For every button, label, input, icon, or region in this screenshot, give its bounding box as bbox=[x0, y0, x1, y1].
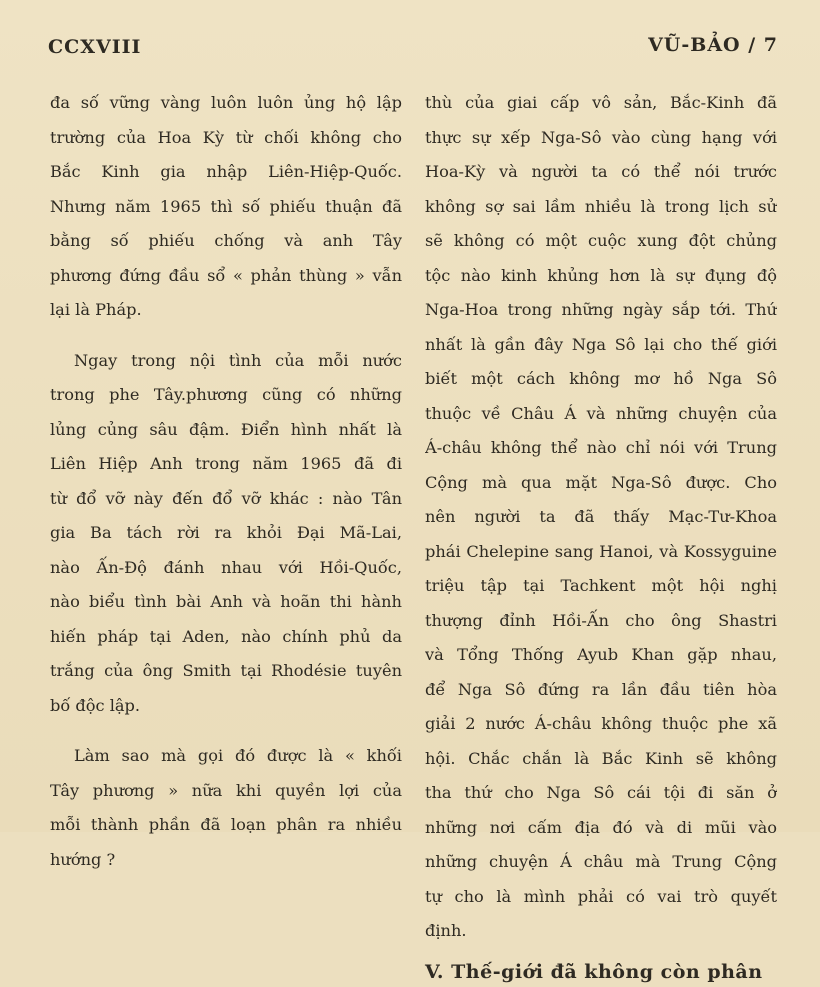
text-line: sẽ không có một cuộc xung đột chủng bbox=[425, 231, 777, 250]
text-line: thuộc về Châu Á và những chuyện của bbox=[425, 403, 777, 423]
text-line: lại là Pháp. bbox=[50, 300, 142, 319]
text-line: Ngay trong nội tình của mỗi nước bbox=[74, 350, 402, 370]
text-line: hội. Chắc chắn là Bắc Kinh sẽ không bbox=[425, 748, 777, 768]
text-line: thù của giai cấp vô sản, Bắc-Kinh đã bbox=[425, 93, 777, 112]
text-line: nào biểu tình bài Anh và hoãn thi hành bbox=[50, 592, 402, 611]
text-line: Nhưng năm 1965 thì số phiếu thuận đã bbox=[50, 196, 402, 216]
left-paragraph-2 bbox=[50, 344, 402, 724]
left-column bbox=[50, 86, 402, 877]
text-line: bố độc lập. bbox=[50, 695, 141, 715]
text-line: Cộng mà qua mặt Nga-Sô được. Cho bbox=[425, 472, 777, 492]
text-line: định. bbox=[425, 921, 467, 940]
text-line: Hoa-Kỳ và người ta có thể nói trước bbox=[425, 162, 777, 181]
text-line: trường của Hoa Kỳ từ chối không cho bbox=[50, 127, 402, 147]
text-line: biết một cách không mơ hồ Nga Sô bbox=[425, 369, 777, 388]
text-line: trắng của ông Smith tại Rhodésie tuyên bbox=[50, 661, 402, 680]
text-line: nào Ấn-Độ đánh nhau với Hồi-Quốc, bbox=[50, 557, 402, 577]
left-paragraph-1 bbox=[50, 86, 402, 328]
text-line: triệu tập tại Tachkent một hội nghị bbox=[425, 576, 777, 595]
text-line: những chuyện Á châu mà Trung Cộng bbox=[425, 852, 777, 871]
text-line: lủng củng sâu đậm. Điển hình nhất là bbox=[50, 419, 402, 439]
text-line: đa số vững vàng luôn luôn ủng hộ lập bbox=[50, 93, 402, 112]
text-line: hiến pháp tại Aden, nào chính phủ da bbox=[50, 626, 402, 646]
text-line: thực sự xếp Nga-Sô vào cùng hạng với bbox=[425, 127, 777, 147]
text-line: Liên Hiệp Anh trong năm 1965 đã đi bbox=[50, 454, 402, 473]
text-line: những nơi cấm địa đó và di mũi vào bbox=[425, 817, 777, 837]
text-line: gia Ba tách rời ra khỏi Đại Mã-Lai, bbox=[50, 523, 402, 542]
text-line: tha thứ cho Nga Sô cái tội đi săn ở bbox=[425, 783, 777, 802]
text-line: hướng ? bbox=[50, 849, 116, 869]
text-line: tự cho là mình phải có vai trò quyết bbox=[425, 886, 777, 906]
text-line: Bắc Kinh gia nhập Liên-Hiệp-Quốc. bbox=[50, 162, 402, 181]
text-line: Tây phương » nữa khi quyền lợi của bbox=[50, 780, 402, 800]
text-line: và Tổng Thống Ayub Khan gặp nhau, bbox=[425, 645, 777, 664]
text-line: để Nga Sô đứng ra lần đầu tiên hòa bbox=[425, 679, 777, 699]
running-title: VŨ-BẢO / 7 bbox=[648, 34, 778, 56]
left-paragraph-3 bbox=[50, 739, 402, 877]
text-line: phương đứng đầu sổ « phản thùng » vẫn bbox=[50, 265, 402, 285]
text-line: phái Chelepine sang Hanoi, và Kossyguine bbox=[425, 541, 777, 561]
text-line: không sợ sai lầm nhiều là trong lịch sử bbox=[425, 196, 777, 216]
section-heading: V. Thế-giới đã không còn phân bbox=[425, 960, 763, 983]
text-line: thượng đỉnh Hồi-Ấn cho ông Shastri bbox=[425, 610, 777, 630]
text-line: giải 2 nước Á-châu không thuộc phe xã bbox=[425, 714, 777, 733]
text-line: Nga-Hoa trong những ngày sắp tới. Thứ bbox=[425, 300, 777, 319]
text-line: mỗi thành phần đã loạn phân ra nhiều bbox=[50, 815, 402, 834]
text-line: nên người ta đã thấy Mạc-Tư-Khoa bbox=[425, 507, 777, 526]
right-paragraph-1 bbox=[425, 86, 777, 949]
text-line: từ đổ vỡ này đến đổ vỡ khác : nào Tân bbox=[50, 488, 402, 508]
text-line: trong phe Tây.phương cũng có những bbox=[50, 385, 402, 404]
chapter-number: CCXVIII bbox=[48, 36, 142, 58]
text-line: tộc nào kinh khủng hơn là sự đụng độ bbox=[425, 265, 777, 285]
text-line: Á-châu không thể nào chỉ nói với Trung bbox=[425, 438, 777, 457]
right-column bbox=[425, 86, 777, 987]
text-line: Làm sao mà gọi đó được là « khối bbox=[74, 746, 402, 765]
text-line: nhất là gần đây Nga Sô lại cho thế giới bbox=[425, 334, 777, 354]
text-line: bằng số phiếu chống và anh Tây bbox=[50, 231, 402, 250]
